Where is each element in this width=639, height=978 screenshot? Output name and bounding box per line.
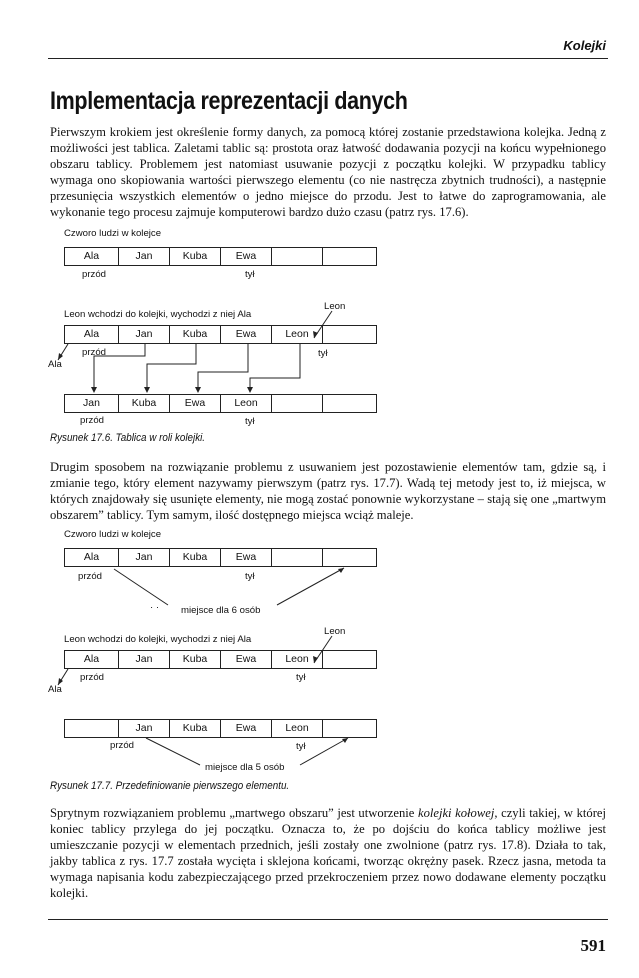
queue-cell: Jan <box>119 651 170 668</box>
fig2-bracket-left <box>114 569 168 605</box>
queue-cell: Kuba <box>170 549 221 566</box>
paragraph-3-start: Sprytnym rozwiązaniem problemu „martwego obszaru” jest utworzenie <box>50 806 418 820</box>
figure2-label-top: Czworo ludzi w kolejce <box>64 529 162 540</box>
queue-cell: Ala <box>65 248 119 265</box>
queue-cell: Kuba <box>170 720 221 737</box>
queue-cell: Ewa <box>221 549 272 566</box>
queue-cell: Jan <box>119 549 170 566</box>
figure2-leon-label: Leon <box>324 626 346 637</box>
figure1-front-label-3: przód <box>80 415 104 426</box>
figure1-front-label-2: przód <box>82 347 106 358</box>
fig1-shift-line-3 <box>147 344 196 392</box>
figure2-rear-label: tył <box>245 571 255 582</box>
figure1-rear-label-3: tył <box>245 416 255 427</box>
queue-cell: Ala <box>65 326 119 343</box>
fig1-shift-line-2 <box>94 344 145 370</box>
figure1-label-top: Czworo ludzi w kolejce <box>64 228 162 239</box>
figure1-rear-label: tył <box>245 269 255 280</box>
queue-cell: Ala <box>65 651 119 668</box>
queue-cell: Jan <box>119 326 170 343</box>
figure2-space6-label: miejsce dla 6 osób <box>181 605 261 616</box>
queue-cell: Jan <box>119 248 170 265</box>
figure1-rear-label-2: tył <box>318 348 328 359</box>
figure2-ala-out-label: Ala <box>48 684 62 695</box>
paragraph-1: Pierwszym krokiem jest określenie formy danych, za pomocą której zostanie przedstawiona kolejka. Jedną z możliwości jest tablica. Zaletami tablic są: prostota oraz łatwość dodawania pozycji na końcu wypełnionego obszaru tablicy. Problemem jest natomiast usuwanie pozycji z początku kolejki. W przypadku tablicy wymaga ono skopiowania wartości pierwszego elementu (co nie nastręcza zbytnich trudności), a następnie przesunięcia wszystkich elementów o jedno miejsce do przodu. Jest to łatwe do zaprogramowania, ale wykonanie tego procesu zajmuje komputerowi bardzo dużo czasu (patrz rys. 17.6). <box>50 125 606 220</box>
paragraph-3-emphasis: kolejki kołowej <box>417 806 495 820</box>
queue-cell: Kuba <box>170 248 221 265</box>
paragraph-3-end: , czyli takiej, w której koniec tablicy przylega do jej początku. Oznacza to, że po dojściu do końca tablicy możliwe jest umieszczanie pozycji w elementach przednich, jeśli zostały one zwolnione (patrz rys. 17.8). Działa to tak, jakby tablica z rys. 17.7 została wycięta i sklejona końcami, tworząc okrężny pasek. Rzecz jasna, metoda ta wymaga napisania kodu zabezpieczającego przed przekroczeniem przez nowo dodawane elementy początku kolejki. <box>50 806 607 901</box>
queue-cell: Ala <box>65 549 119 566</box>
queue-cell: Jan <box>65 395 119 412</box>
figure2-dots: · · <box>150 602 160 613</box>
fig2-leon-arrowhead <box>313 656 318 663</box>
queue-cell: Ewa <box>221 720 272 737</box>
queue-cell: Ewa <box>170 395 221 412</box>
queue-cell: Kuba <box>170 651 221 668</box>
figure2-front-label-2: przód <box>80 672 104 683</box>
figure2-front-label: przód <box>78 571 102 582</box>
running-header-title: Kolejki <box>563 38 606 53</box>
paragraph-2: Drugim sposobem na rozwiązanie problemu z usuwaniem jest pozostawienie elementów tam, gdzie są, i zmianie tego, który element nazywamy pierwszym (patrz rys. 17.7). Wadą tej metody jest to, iż miejsca, w których znajdowały się usunięte elementy, nie mogą zostać ponownie wykorzystane – stają się one „martwym obszarem” tablicy. Tym samym, ilość dostępnego miejsca wciąż maleje. <box>50 460 606 523</box>
fig1-shift-line-4 <box>198 344 248 392</box>
queue-cell: Ewa <box>221 651 272 668</box>
queue-cell: Jan <box>119 720 170 737</box>
fig1-shift-arrowhead-4 <box>247 387 253 393</box>
figure2-label-mid: Leon wchodzi do kolejki, wychodzi z niej Ala <box>64 634 252 645</box>
figure1-label-mid: Leon wchodzi do kolejki, wychodzi z niej Ala <box>64 309 252 320</box>
fig1-shift-arrowhead-3 <box>195 387 201 393</box>
fig1-shift-arrowhead-2 <box>144 387 150 393</box>
section-heading: Implementacja reprezentacji danych <box>50 87 408 115</box>
figure1-leon-label: Leon <box>324 301 346 312</box>
fig1-leon-arrowhead <box>313 331 318 338</box>
page-number: 591 <box>580 936 606 955</box>
queue-cell: Kuba <box>170 326 221 343</box>
figure1-ala-out-label: Ala <box>48 359 62 370</box>
fig2-bracket-right-2 <box>300 738 348 765</box>
queue-cell: Leon <box>272 651 323 668</box>
figure2-rear-label-3: tył <box>296 741 306 752</box>
figure2-space5-label: miejsce dla 5 osób <box>205 762 285 773</box>
fig1-shift-arrowhead-1 <box>91 387 97 393</box>
fig1-shift-line-5 <box>250 344 300 392</box>
queue-cell: Kuba <box>119 395 170 412</box>
figure1-front-label: przód <box>82 269 106 280</box>
figure1-caption: Rysunek 17.6. Tablica w roli kolejki. <box>50 432 206 444</box>
queue-cell: Leon <box>272 720 323 737</box>
queue-cell: Ewa <box>221 248 272 265</box>
figure2-rear-label-2: tył <box>296 672 306 683</box>
figure2-front-label-3: przód <box>110 740 134 751</box>
figure2-caption: Rysunek 17.7. Przedefiniowanie pierwszego elementu. <box>50 780 290 792</box>
fig2-bracket-right <box>277 568 344 605</box>
queue-cell: Leon <box>272 326 323 343</box>
queue-cell: Ewa <box>221 326 272 343</box>
queue-cell: Leon <box>221 395 272 412</box>
fig2-bracket-left-2 <box>146 738 200 765</box>
